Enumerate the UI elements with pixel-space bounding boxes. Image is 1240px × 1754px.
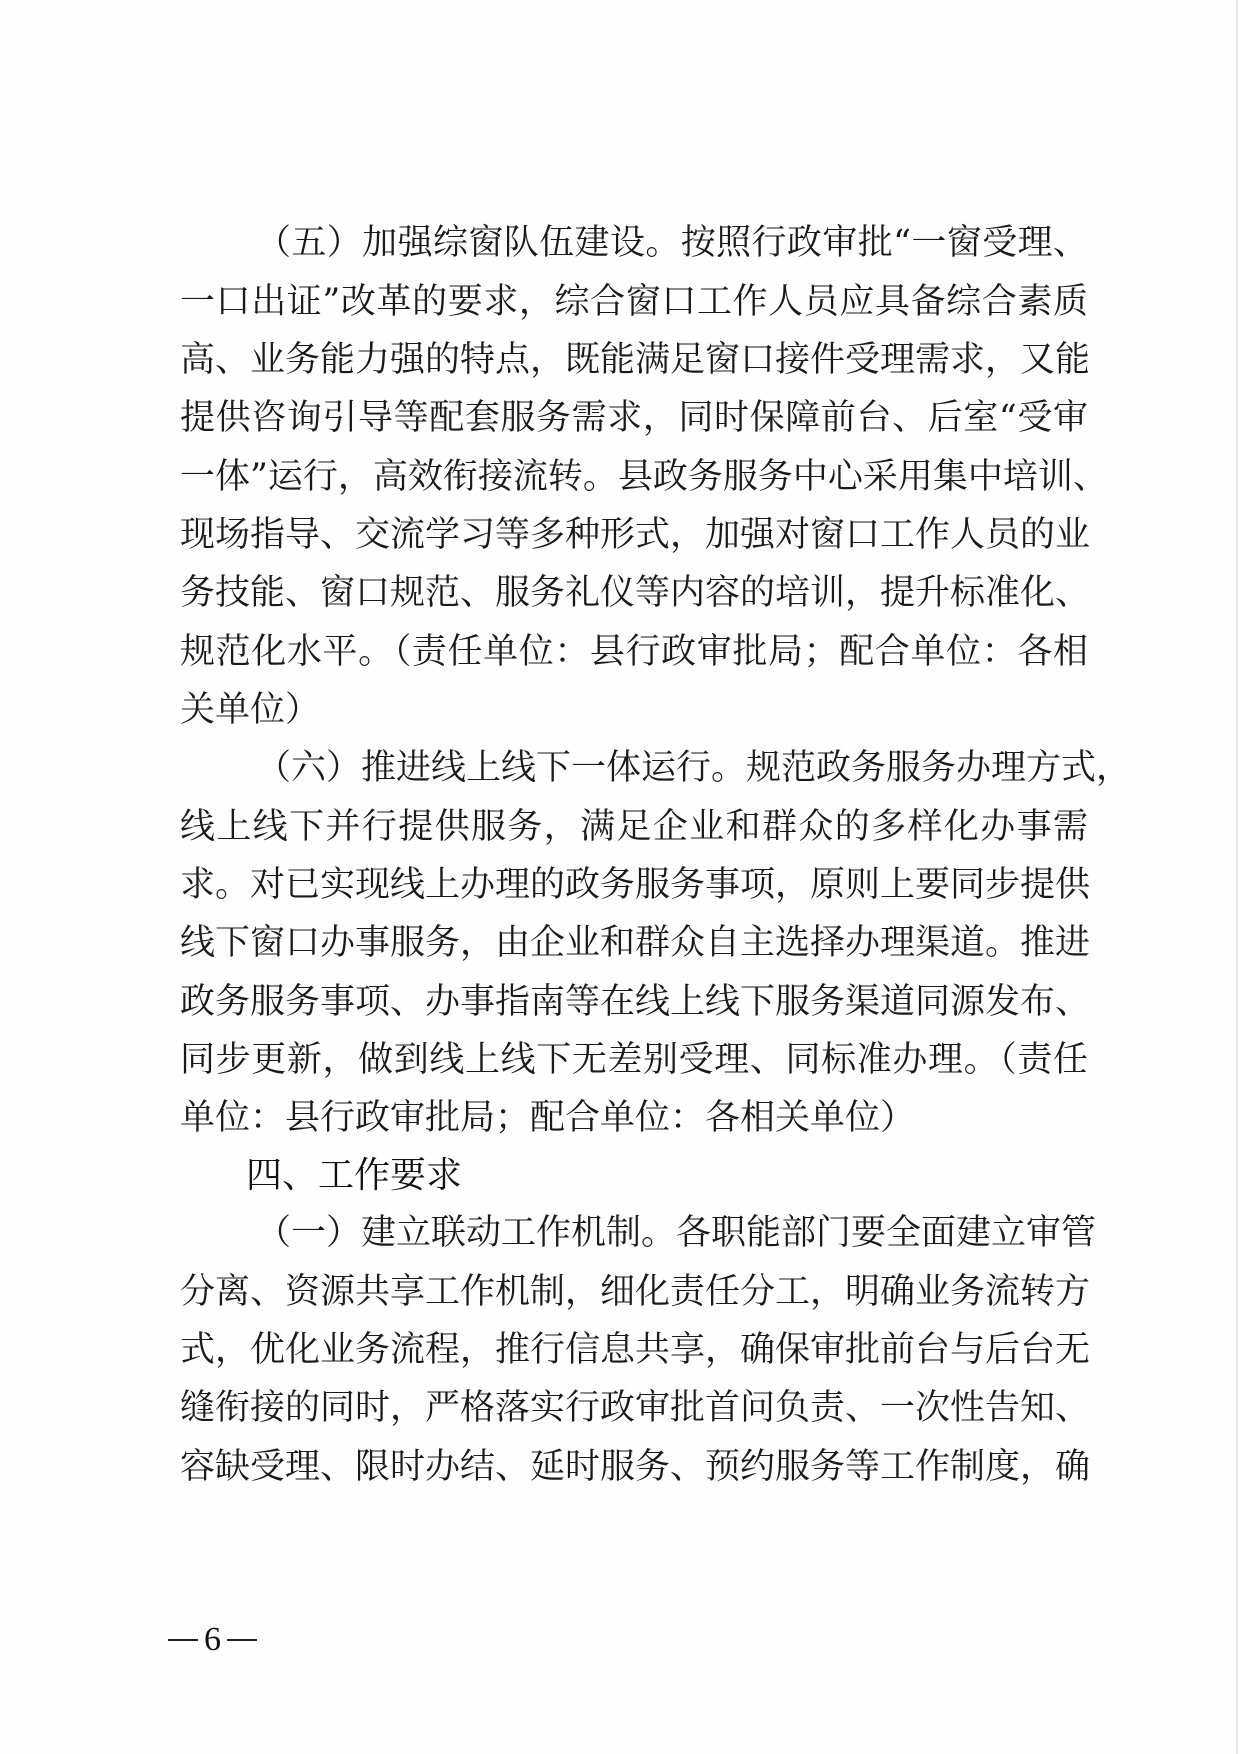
paragraph-6-line-4: 线下窗口办事服务，由企业和群众自主选择办理渠道。推进 — [180, 923, 1091, 963]
requirement-1-line-1: （一）建立联动工作机制。各职能部门要全面建立审管 — [256, 1213, 1097, 1253]
page-number-dash-right — [227, 1639, 257, 1641]
paragraph-6-line-2: 线上线下并行提供服务，满足企业和群众的多样化办事需 — [180, 807, 1088, 847]
paragraph-6-line-7: 单位：县行政审批局；配合单位：各相关单位） — [180, 1098, 916, 1138]
paragraph-5-line-5: 一体”运行，高效衔接流转。县政务服务中心采用集中培训、 — [180, 457, 1108, 497]
paragraph-6-line-3: 求。对已实现线上办理的政务服务事项，原则上要同步提供 — [180, 865, 1091, 905]
page-number-dash-left — [168, 1639, 198, 1641]
paragraph-5-line-9: 关单位） — [180, 690, 321, 730]
requirement-1-line-4: 缝衔接的同时，严格落实行政审批首问负责、一次性告知、 — [180, 1388, 1091, 1428]
paragraph-5-line-2: 一口出证”改革的要求，综合窗口工作人员应具备综合素质 — [180, 282, 1088, 322]
paragraph-6-line-6: 同步更新，做到线上线下无差别受理、同标准办理。（责任 — [180, 1040, 1088, 1080]
requirement-1-line-3: 式，优化业务流程，推行信息共享，确保审批前台与后台无 — [180, 1330, 1091, 1370]
paragraph-5-line-7: 务技能、窗口规范、服务礼仪等内容的培训，提升标准化、 — [180, 573, 1091, 613]
paragraph-6-line-1: （六）推进线上线下一体运行。规范政务服务办理方式， — [256, 748, 1132, 788]
paragraph-5-line-1: （五）加强综窗队伍建设。按照行政审批“一窗受理、 — [256, 223, 1088, 263]
paragraph-5-line-8: 规范化水平。（责任单位：县行政审批局；配合单位：各相 — [180, 632, 1088, 672]
requirement-1-line-5: 容缺受理、限时办结、延时服务、预约服务等工作制度，确 — [180, 1447, 1091, 1487]
paragraph-6-line-5: 政务服务事项、办事指南等在线上线下服务渠道同源发布、 — [180, 982, 1091, 1022]
page-number — [168, 1620, 257, 1660]
paragraph-5-line-3: 高、业务能力强的特点，既能满足窗口接件受理需求，又能 — [180, 340, 1091, 380]
paragraph-5-line-6: 现场指导、交流学习等多种形式，加强对窗口工作人员的业 — [180, 515, 1091, 555]
paragraph-5-line-4: 提供咨询引导等配套服务需求，同时保障前台、后室“受审 — [180, 398, 1088, 438]
section-heading: 四、工作要求 — [246, 1155, 463, 1196]
page-edge-line — [1236, 0, 1238, 1754]
page-number-value: 6 — [204, 1621, 221, 1658]
requirement-1-line-2: 分离、资源共享工作机制，细化责任分工，明确业务流转方 — [180, 1272, 1091, 1312]
